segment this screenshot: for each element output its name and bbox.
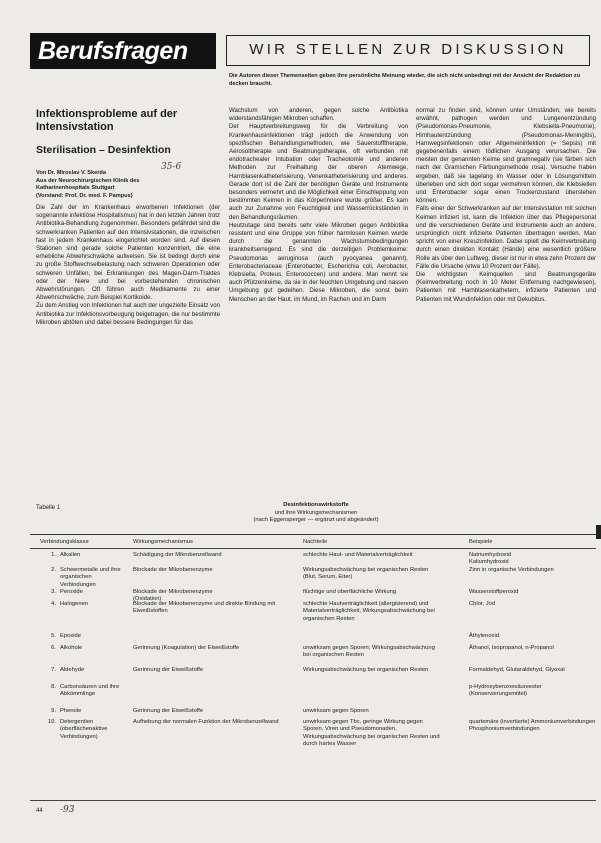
table-cell: Phenole — [60, 708, 82, 714]
author-block — [36, 170, 226, 200]
table-cell: Aufhebung der normalen Funktion der Mikrobenzellwand — [133, 719, 279, 725]
paragraph: Zu dem Anstieg von Infektionen hat auch der ungezielte Einsatz von Antibiotika zur Infektionsvorbeugung beigetragen, die nur bestimmte Mikroben abtöten und dabei bessere Bedingungen für das — [36, 302, 220, 326]
table-cell: 9. — [51, 708, 56, 714]
table-cell: Gerinnung (Koagulation) der Eiweißstoffe — [133, 645, 240, 651]
table-cell: Peroxide — [60, 589, 83, 595]
table-cell: unwirksam gegen Tbc, geringe Wirkung gegen Sporen, Viren und Pseudomonaden, Wirkungsabschwächung bei organischen Resten und durch hartes Wasser — [303, 719, 440, 747]
table-cell: Zinn in organische Verbindungen — [469, 567, 554, 573]
paragraph: Wachstum von anderen, gegen solche Antibiotika widerstandsfähigen Mikroben schaffen. — [229, 107, 408, 123]
table-cell: Gerinnung der Eiweißstoffe — [133, 667, 204, 673]
text-column-1 — [36, 204, 220, 327]
table-caption-title: Desinfektionswirkstoffe — [283, 502, 349, 508]
paragraph: Der Hauptverbreitungsweg für die Verbreitung von Krankenhausinfektionen trägt jedoch die Anwendung von spezifischen Behandlungsmethoden, wie Sauerstofftherapie, Aerosoltherapie und Beatmungstherapie, oft verbunden mit endotrachealer Intubation oder Tracheotomie und anderen Methoden zur Freihaltung der oberen Atemwege, Harnblasenkatheterisierung, Venenkatheterisierung und anderes. Gerade dort ist die Zahl der benötigten Geräte und Instrumente besonders vermehrt und die Möglichkeit einer Einschleppung von bestimmten Keimen in das Körperinnere wurde größer. Es kam auch zur Zunahme von Feuchtigkeit und Wasserrückständen in den Behandlungsräumen. — [229, 123, 408, 221]
page-number: 44 — [36, 808, 43, 814]
table-cell: 10. — [47, 719, 56, 725]
paragraph: Falls einer der Schwerkranken auf der Intensivstation mit solchen Keimen infiziert ist, kann die Infektion über das Pflegepersonal und die verschiedenen Geräte und Instrumente auch an andere, ursprünglich nicht infizierte Patienten übertragen werden. Man spricht von einer Kreuzinfektion. Dabei spielt die Keimverbreitung durch einen direkten Kontakt (Hände) eine wesentlich größere Rolle als über den Luftweg, dieser ist nur in etwa zehn Prozent der Fälle die Ursache (etwa 10 Prozent der Fälle). — [416, 205, 596, 270]
table-cell: Schädigung der Mikrobenzellwand — [133, 552, 222, 558]
author-hospital: Katharinenhospitals Stuttgart — [36, 185, 115, 192]
table-cell: quartemäre (invertierte) Ammoniumverbindungen Phosphoniumverbindungen — [469, 719, 596, 733]
table-cell: Epoxide — [60, 633, 81, 639]
table-cell: 8. — [51, 684, 56, 690]
table-caption — [226, 502, 406, 525]
article-title: Infektionsprobleme auf der Intensivstation — [36, 108, 178, 133]
paragraph: Heutzutage sind bereits sehr viele Mikroben gegen Antibiotika resistent und eine Gruppe von früher harmlosen Keimen wurde durch die genannten Wachstumsbedingungen krankheitserregend. Es sind die derzeitigen Problemkeime: Pseudomonas aeruginosa (auch pyocyanea genannt), Enterobacteriaceae (Enterobacter, Escherichia coli, Aerobacter, Klebsiella, Proteus, Enterococcen) und andere. Man nennt sie auch Pfützenkeime, da sie in der feuchten Umgebung und nassen Umgebung gut gedeihen. Diese Mikroben, die sonst beim Menschen an der Haut, im Mund, im Rachen und im Darm — [229, 221, 408, 303]
table-cell: Wasserstoffperoxid — [469, 589, 519, 595]
table-cell: 2. — [51, 567, 56, 573]
handwritten-mark: 35-6 — [161, 162, 182, 172]
text-column-3 — [416, 107, 596, 304]
table-cell: unwirksam gegen Sporen — [303, 708, 369, 714]
table-caption-line: und ihre Wirkungsmechanismen — [274, 509, 358, 516]
table-cell: 4. — [51, 601, 56, 607]
table-label: Tabelle 1 — [36, 505, 61, 511]
table-cell: schlechte Hautverträglichkeit (allergisierend) und Materialverträglichkeit, Wirkungsabschwächung bei organischen Resten — [303, 601, 435, 622]
paragraph: Die Zahl der im Krankenhaus erworbenen Infektionen (der sogenannte infektiöse Hospitalismus) hat in den letzten Jahren trotz Antibiotika-Behandlung zugenommen. Besonders gefährdet sind die schwerkranken Patienten auf den Intensivstationen, die inzwischen fast in jedem Krankenhaus eingerichtet worden sind. Auf diesen Stationen sind gerade solche Patienten konzentriert, die eine erhebliche Abwehrschwäche aufweisen. Sie ist bedingt durch eine zu große Stoffwechselbelastung nach schweren Operationen oder schweren Unfällen, bei Erkrankungen des Magen-Darm-Traktes oder der Niere und bei vorbestehenden chronischen Abwehrstörungen. Oft führen auch Medikamente zu einer Abwehrschwäche, zum Beispiel Kortikoide. — [36, 204, 220, 302]
table-cell: schlechte Haut- und Materialverträglichkeit — [303, 552, 413, 558]
table-cell: flüchtige und oberflächliche Wirkung — [303, 589, 397, 595]
paragraph: Die wichtigsten Keimquellen sind Beatmungsgeräte (Keimverbreitung noch in 10 Meter Entfernung nachgewiesen), Patienten mit Harnblasenkathetern, infizierte Patienten und Patienten mit Wundinfektion oder mit Dekubitus. — [416, 271, 596, 303]
author-name: Von Dr. Miroslav V. Skerda — [36, 170, 106, 176]
table-cell: Schwermetalle und ihre organischen Verbindungen — [60, 567, 121, 588]
table-rule-header — [30, 548, 596, 549]
table-cell: Detergentien (oberflächenaktive Verbindungen) — [60, 719, 108, 740]
table-rule-bottom — [30, 800, 596, 801]
paragraph: normal zu finden sind, können unter Umständen, wie bereits erwähnt, pathogen werden und Lungenentzündung (Pseudomonas-Pneumonie, Klebsiella-Pneumonie), Hirnhautentzündung (Pseudomonas-Meningitis), Harnwegsinfektionen oder Allgemeininfektion (= Sepsis) mit gegebenenfalls einem tödlichen Ausgang verursachen. Die meisten der genannten Keime sind gramnegativ (sie färben sich nach der Gramschen Färbungsmethode rosa). Versuche haben ergeben, daß sie tagelang im Wasser oder in Lösungsmitteln überleben und sich dort sogar vermehren können, die Klebsiellen und Enterobacter sogar einen Trockenzustand überstehen können. — [416, 107, 596, 205]
table-cell: 1. — [51, 552, 56, 558]
table-cell: 3. — [51, 589, 56, 595]
section-label: Berufsfragen — [30, 33, 216, 69]
table-cell: 5. — [51, 633, 56, 639]
table-cell: Blockade der Mikrobenenzyme — [133, 567, 213, 573]
editorial-note: Die Autoren dieser Themenseiten geben ihre persönliche Meinung wieder, die sich nicht unbedingt mit der Ansicht der Redaktion zu decken braucht. — [229, 73, 581, 87]
table-caption-line: (nach Eggensperger — ergänzt und abgeändert) — [253, 517, 379, 524]
table-cell: Wirkungsabschwächung bei organischen Resten — [303, 667, 429, 673]
author-clinic: Aus der Neurochirurgischen Klinik des — [36, 177, 140, 184]
table-cell: Gerinnung der Eiweißstoffe — [133, 708, 204, 714]
discussion-banner: WIR STELLEN ZUR DISKUSSION — [226, 35, 590, 66]
table-cell: Wirkungsabschwächung bei organischen Resten (Blut, Serum, Eiter) — [303, 567, 429, 581]
table-header-cell: Verbindungsklasse — [40, 539, 89, 545]
table-cell: Chlor, Jod — [469, 601, 496, 607]
text-column-2 — [229, 107, 408, 304]
table-cell: 7. — [51, 667, 56, 673]
table-rule-top — [30, 534, 596, 535]
scan-edge-mark — [596, 525, 601, 539]
table-cell: unwirksam gegen Sporen; Wirkungsabschwächung bei organischen Resten — [303, 645, 435, 659]
table-header-cell: Wirkungsmechanismus — [133, 539, 193, 545]
table-cell: Carbonsäuren und ihre Abkömmlinge — [60, 684, 120, 698]
table-cell: Blockade der Mikrobenenzyme und direkte Bindung mit Eiweißstoffen — [133, 601, 276, 615]
table-cell: Halogenen — [60, 601, 89, 607]
table-header-cell: Nachteile — [303, 539, 328, 545]
table-cell: 6. — [51, 645, 56, 651]
table-cell: Aldehyde — [60, 667, 85, 673]
author-chair: (Vorstand: Prof. Dr. med. F. Pampus) — [36, 192, 133, 199]
table-header-cell: Beispiele — [469, 539, 493, 545]
handwritten-note: -93 — [60, 805, 75, 815]
table-cell: Äthylenoxid — [469, 633, 499, 639]
table-cell: p-Hydroxybenzoesäureester (Konservierungsmittel) — [469, 684, 542, 698]
table-cell: Formaldehyd, Glutaraldehyd, Glyoxal — [469, 667, 565, 673]
table-cell: Alkohole — [60, 645, 83, 651]
table-cell: Blockade der Mikrobenenzyme (Oxidation) — [133, 589, 213, 603]
table-cell: Alkalien — [60, 552, 81, 558]
article-subtitle: Sterilisation – Desinfektion — [36, 144, 171, 156]
table-cell: Äthanol, Isopropanol, n-Propanol — [469, 645, 554, 651]
table-cell: Natriumhydroxid Kaliumhydroxid — [469, 552, 512, 566]
